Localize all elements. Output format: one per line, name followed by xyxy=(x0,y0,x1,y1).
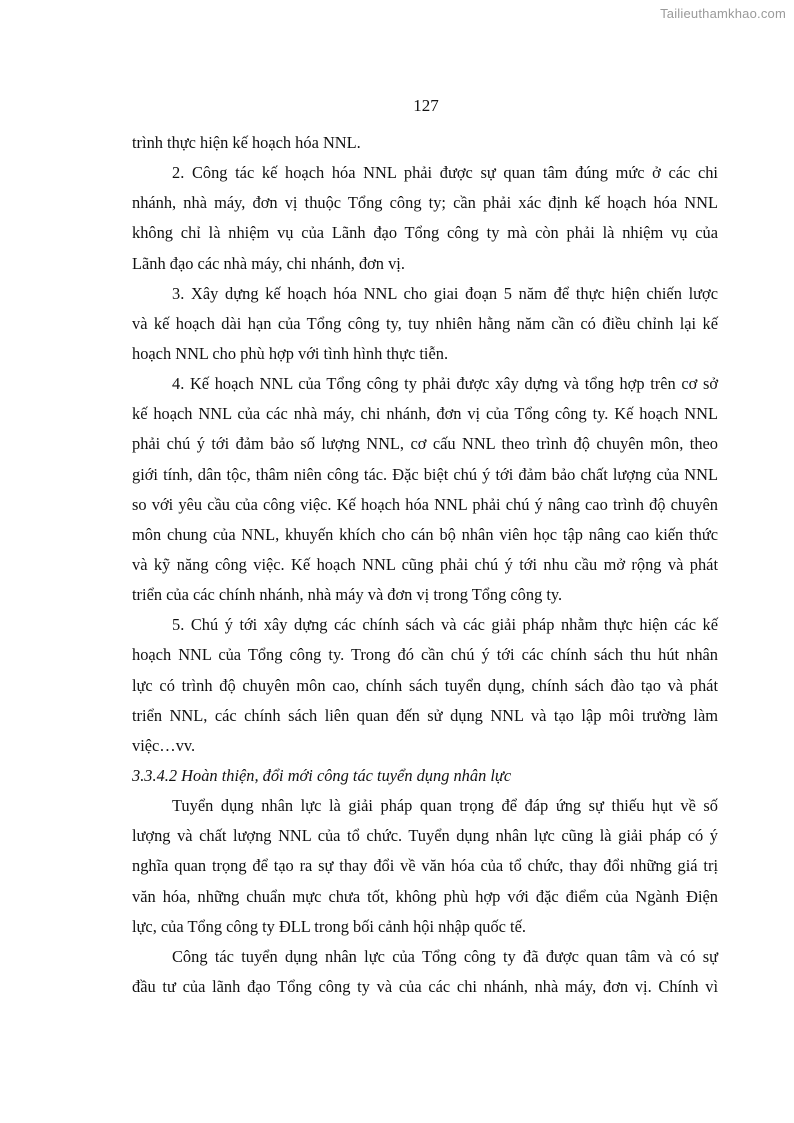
paragraph-line: nhánh, nhà máy, đơn vị thuộc Tổng công ty; cần phải xác định kế hoạch hóa NNL xyxy=(132,193,718,213)
paragraph-line: không chỉ là nhiệm vụ của Lãnh đạo Tổng công ty mà còn phải là nhiệm vụ của xyxy=(132,223,718,243)
page-number: 127 xyxy=(413,96,439,115)
paragraph-line: hoạch NNL cho phù hợp với tình hình thực tiễn. xyxy=(132,343,449,363)
paragraph-line: và kế hoạch dài hạn của Tổng công ty, tuy nhiên hằng năm cần có điều chỉnh lại kế xyxy=(132,313,718,333)
paragraph-line: nghĩa quan trọng để tạo ra sự thay đổi về văn hóa của tổ chức, thay đổi những giá trị xyxy=(132,856,718,876)
section-heading: 3.3.4.2 Hoàn thiện, đổi mới công tác tuyển dụng nhân lực xyxy=(132,765,512,785)
paragraph-line: 3. Xây dựng kế hoạch hóa NNL cho giai đoạn 5 năm để thực hiện chiến lược xyxy=(172,283,718,303)
paragraph-line: 4. Kế hoạch NNL của Tổng công ty phải được xây dựng và tổng hợp trên cơ sở xyxy=(172,374,718,394)
paragraph-line: triển NNL, các chính sách liên quan đến sử dụng NNL và tạo lập môi trường làm xyxy=(132,705,718,725)
paragraph-line: phải chú ý tới đảm bảo số lượng NNL, cơ cấu NNL theo trình độ chuyên môn, theo xyxy=(132,434,718,454)
paragraph-line: lượng và chất lượng NNL của tổ chức. Tuyển dụng nhân lực cũng là giải pháp có ý xyxy=(132,826,718,846)
paragraph-line: triển của các chính nhánh, nhà máy và đơn vị trong Tổng công ty. xyxy=(132,585,563,605)
paragraph-line: Tuyển dụng nhân lực là giải pháp quan trọng để đáp ứng sự thiếu hụt về số xyxy=(172,796,718,816)
paragraph-line: văn hóa, những chuẩn mực chưa tốt, không phù hợp với đặc điểm của Ngành Điện xyxy=(132,886,718,906)
paragraph-line: Lãnh đạo các nhà máy, chi nhánh, đơn vị. xyxy=(132,253,405,273)
paragraph-line: kế hoạch NNL của các nhà máy, chi nhánh, đơn vị của Tổng công ty. Kế hoạch NNL xyxy=(132,404,718,424)
paragraph-line: môn chung của NNL, khuyến khích cho cán bộ nhân viên học tập nâng cao kiến thức xyxy=(132,524,718,544)
paragraph-line: giới tính, dân tộc, thâm niên công tác. Đặc biệt chú ý tới đảm bảo chất lượng của NNL xyxy=(132,464,718,484)
paragraph-line: so với yêu cầu của công việc. Kế hoạch hóa NNL phải chú ý nâng cao trình độ chuyên xyxy=(132,494,718,514)
paragraph-line: và kỹ năng công việc. Kế hoạch NNL cũng phải chú ý tới nhu cầu mở rộng và phát xyxy=(132,554,718,574)
paragraph-line: Công tác tuyển dụng nhân lực của Tổng công ty đã được quan tâm và có sự xyxy=(172,946,718,966)
watermark: Tailieuthamkhao.com xyxy=(660,6,786,21)
paragraph-line: lực có trình độ chuyên môn cao, chính sách tuyển dụng, chính sách đào tạo và phát xyxy=(132,675,718,695)
paragraph-line: 2. Công tác kế hoạch hóa NNL phải được sự quan tâm đúng mức ở các chi xyxy=(172,163,718,183)
paragraph-line: 5. Chú ý tới xây dựng các chính sách và các giải pháp nhằm thực hiện các kế xyxy=(172,615,718,635)
paragraph-line: đầu tư của lãnh đạo Tổng công ty và của các chi nhánh, nhà máy, đơn vị. Chính vì xyxy=(132,976,718,996)
paragraph-line: trình thực hiện kế hoạch hóa NNL. xyxy=(132,133,361,152)
paragraph-line: hoạch NNL của Tổng công ty. Trong đó cần chú ý tới các chính sách thu hút nhân xyxy=(132,645,718,665)
document-body xyxy=(132,128,718,1002)
paragraph-line: việc…vv. xyxy=(132,735,196,755)
paragraph-line: lực, của Tổng công ty ĐLL trong bối cảnh hội nhập quốc tế. xyxy=(132,916,526,936)
